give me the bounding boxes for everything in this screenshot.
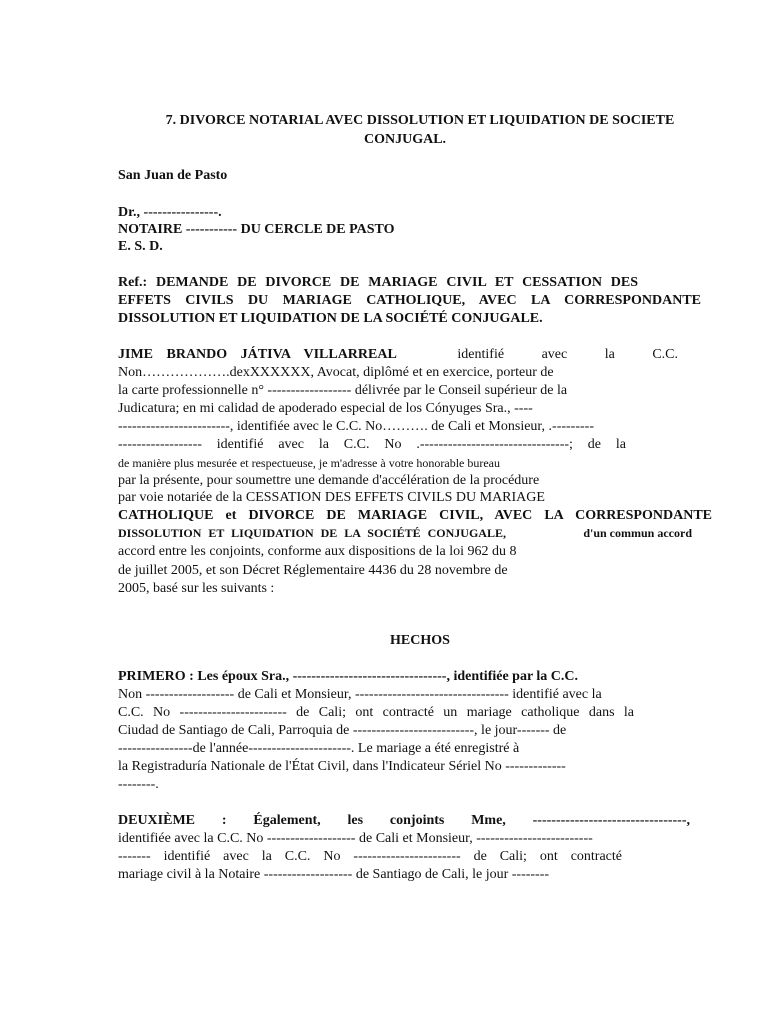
intro-line-1-rest: identifié avec la C.C.	[457, 347, 678, 362]
intro-line-11-rest: d'un commun accord	[583, 526, 692, 540]
primero-line-2: Non ------------------- de Cali et Monsieur, --------------------------------- identifié avec la	[118, 687, 602, 702]
addressee-esd: E. S. D.	[118, 239, 163, 254]
intro-line-13: de juillet 2005, et son Décret Réglementaire 4436 du 28 novembre de	[118, 563, 508, 578]
primero-line-1: PRIMERO : Les époux Sra., ---------------------------------, identifiée par la C.C.	[118, 669, 579, 684]
reference-line-2: EFFETS CIVILS DU MARIAGE CATHOLIQUE, AVEC LA CORRESPONDANTE	[118, 293, 701, 308]
primero-line-4: Ciudad de Santiago de Cali, Parroquia de --------------------------, le jour------- de	[118, 723, 567, 738]
intro-line-11	[118, 524, 692, 542]
intro-line-3: la carte professionnelle n° ------------------ délivrée par le Conseil supérieur de la	[118, 383, 568, 398]
intro-line-8: par la présente, pour soumettre une demande d'accélération de la procédure	[118, 473, 540, 488]
addressee-notaire: NOTAIRE ----------- DU CERCLE DE PASTO	[118, 222, 395, 237]
document-title-line2: CONJUGAL.	[363, 132, 447, 147]
deuxieme-line-3: ------- identifié avec la C.C. No ----------------------- de Cali; ont contracté	[118, 849, 622, 864]
intro-line-1	[118, 346, 678, 364]
deuxieme-line-4: mariage civil à la Notaire ------------------- de Santiago de Cali, le jour --------	[118, 867, 550, 882]
intro-line-7: de manière plus mesurée et respectueuse, je m'adresse à votre honorable bureau	[118, 456, 500, 470]
intro-line-5: ------------------------, identifiée avec le C.C. No………. de Cali et Monsieur, .---------	[118, 419, 594, 434]
primero-line-6: la Registraduría Nationale de l'État Civil, dans l'Indicateur Sériel No -------------	[118, 759, 566, 774]
primero-line-3: C.C. No ----------------------- de Cali; ont contracté un mariage catholique dans la	[118, 705, 634, 720]
intro-line-2: Non……………….dexXXXXXX, Avocat, diplômé et en exercice, porteur de	[118, 365, 554, 380]
primero-line-7: --------.	[118, 777, 159, 792]
intro-line-14: 2005, basé sur les suivants :	[118, 581, 275, 596]
intro-line-6: ------------------ identifié avec la C.C. No .--------------------------------; de la	[118, 437, 626, 452]
lawyer-name: JIME BRANDO JÁTIVA VILLARREAL	[118, 347, 397, 362]
primero-line-5: ----------------de l'année----------------------. Le mariage a été enregistré à	[118, 741, 520, 756]
reference-line-1: Ref.: DEMANDE DE DIVORCE DE MARIAGE CIVIL ET CESSATION DES	[118, 275, 638, 290]
intro-line-12: accord entre les conjoints, conforme aux dispositions de la loi 962 du 8	[118, 544, 517, 559]
section-heading-hechos: HECHOS	[390, 633, 450, 648]
place-line: San Juan de Pasto	[118, 168, 228, 183]
reference-line-3: DISSOLUTION ET LIQUIDATION DE LA SOCIÉTÉ CONJUGALE.	[118, 311, 543, 326]
deuxieme-line-1: DEUXIÈME : Également, les conjoints Mme, ---------------------------------,	[118, 813, 690, 828]
deuxieme-line-2: identifiée avec la C.C. No ------------------- de Cali et Monsieur, -------------------------	[118, 831, 593, 846]
intro-line-10: CATHOLIQUE et DIVORCE DE MARIAGE CIVIL, AVEC LA CORRESPONDANTE	[118, 508, 712, 523]
intro-line-9: par voie notariée de la CESSATION DES EFFETS CIVILS DU MARIAGE	[118, 490, 545, 505]
intro-line-4: Judicatura; en mi calidad de apoderado especial de los Cónyuges Sra., ----	[118, 401, 533, 416]
addressee-dr: Dr., ----------------.	[118, 205, 222, 220]
intro-line-11-bold: DISSOLUTION ET LIQUIDATION DE LA SOCIÉTÉ CONJUGALE,	[118, 526, 506, 540]
document-title-line1: 7. DIVORCE NOTARIAL AVEC DISSOLUTION ET LIQUIDATION DE SOCIETE	[165, 113, 675, 128]
